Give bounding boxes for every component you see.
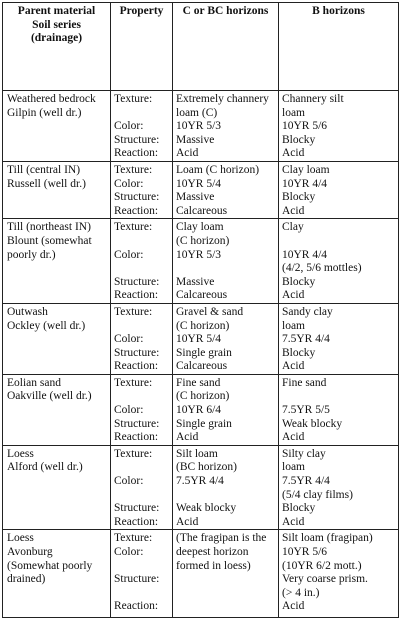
cell-line: Structure: <box>114 346 160 359</box>
cell-line: 10YR 5/3 <box>176 248 222 261</box>
cell-line <box>176 489 275 503</box>
cell-line <box>114 320 169 334</box>
cell-line: Reaction: <box>114 600 159 613</box>
cell-line: Clay loam <box>282 163 330 176</box>
series-cell <box>3 530 111 618</box>
table-row <box>3 374 399 445</box>
cell-line: Massive <box>176 275 215 288</box>
property-cell <box>111 161 173 218</box>
series-cell <box>3 303 111 374</box>
cell-line: Acid <box>176 515 199 528</box>
cell-line: Structure: <box>114 502 160 515</box>
cell-line: Texture: <box>114 376 153 389</box>
cell-line: 7.5YR 4/4 <box>176 475 224 488</box>
cell-line: Reaction: <box>114 289 159 302</box>
cell-line: Silty clay <box>282 447 326 460</box>
cell-line: 10YR 5/4 <box>176 333 222 346</box>
cell-line: Texture: <box>114 163 153 176</box>
table-row <box>3 303 399 374</box>
header-parent-material <box>3 3 111 91</box>
cell-line: Very coarse prism. <box>282 573 368 586</box>
cell-line: Reaction: <box>114 204 159 217</box>
cell-line: Loam (C horizon) <box>176 163 260 176</box>
cell-line: Blocky <box>282 133 316 146</box>
cell-line: Fine sand <box>176 376 221 389</box>
cell-line: Sandy clay <box>282 305 333 318</box>
cell-line: Structure: <box>114 191 160 204</box>
cell-line <box>114 107 169 121</box>
cell-line: (> 4 in.) <box>282 586 320 599</box>
cell-line: Blocky <box>282 502 316 515</box>
cell-line: (BC horizon) <box>176 461 238 474</box>
cell-line: 10YR 5/4 <box>176 177 222 190</box>
table-row <box>3 161 399 218</box>
cell-line: Texture: <box>114 221 153 234</box>
cell-line: 10YR 5/3 <box>176 120 222 133</box>
cell-line: Reaction: <box>114 515 159 528</box>
cell-line: Reaction: <box>114 431 159 444</box>
cell-line: 10YR 6/4 <box>176 404 222 417</box>
cell-line: Acid <box>282 289 305 302</box>
cell-line: Color: <box>114 475 144 488</box>
header-line: Soil series <box>32 18 81 31</box>
series-cell <box>3 161 111 218</box>
cell-line <box>176 262 275 276</box>
cell-line: Ockley (well dr.) <box>7 319 86 332</box>
table-row <box>3 530 399 618</box>
cell-line <box>114 390 169 404</box>
b-horizon-cell <box>279 374 399 445</box>
cell-line: Calcareous <box>176 360 228 373</box>
table-row <box>3 445 399 530</box>
cell-line: Fine sand <box>282 376 327 389</box>
c-horizon-cell <box>173 445 279 530</box>
cell-line: 10YR 5/6 <box>282 120 328 133</box>
b-horizon-cell <box>279 303 399 374</box>
cell-line: 10YR 4/4 <box>282 248 328 261</box>
cell-line: Clay <box>282 221 304 234</box>
cell-line: 7.5YR 4/4 <box>282 333 330 346</box>
cell-line: deepest horizon <box>176 546 249 558</box>
header-line: Parent material <box>17 5 96 17</box>
cell-line: Structure: <box>114 133 160 146</box>
cell-line: Blount (somewhat <box>7 234 92 247</box>
cell-line: Color: <box>114 404 144 417</box>
cell-line: Single grain <box>176 346 232 359</box>
cell-line: formed in loess) <box>176 559 251 572</box>
cell-line: Channery silt <box>282 93 344 105</box>
cell-line: Loess <box>7 447 34 460</box>
table-row <box>3 219 399 304</box>
cell-line: (5/4 clay films) <box>282 488 353 501</box>
cell-line: Calcareous <box>176 204 228 217</box>
property-cell <box>111 530 173 618</box>
c-horizon-cell <box>173 374 279 445</box>
cell-line <box>114 560 169 574</box>
cell-line: Outwash <box>7 305 48 318</box>
c-horizon-cell <box>173 219 279 304</box>
cell-line: (Somewhat poorly <box>7 559 93 572</box>
cell-line <box>114 461 169 475</box>
cell-line: Color: <box>114 248 144 261</box>
cell-line: Color: <box>114 177 144 190</box>
soil-series-table-page <box>2 2 398 613</box>
cell-line: Acid <box>282 600 305 613</box>
header-line: (drainage) <box>30 32 83 45</box>
cell-line: Weathered bedrock <box>7 93 96 105</box>
property-cell <box>111 91 173 162</box>
header-c-horizons <box>173 3 279 91</box>
cell-line: Till (northeast IN) <box>7 221 91 234</box>
c-horizon-cell <box>173 161 279 218</box>
property-cell <box>111 374 173 445</box>
b-horizon-cell <box>279 445 399 530</box>
cell-line <box>282 390 395 404</box>
header-b-horizons <box>279 3 399 91</box>
cell-line: Gilpin (well dr.) <box>7 106 82 119</box>
header-line: C or BC horizons <box>182 5 269 17</box>
cell-line: Texture: <box>114 305 153 318</box>
header-line: B horizons <box>312 5 365 17</box>
cell-line: Weak blocky <box>176 502 237 515</box>
cell-line: loam (C) <box>176 106 218 119</box>
cell-line: Structure: <box>114 275 160 288</box>
cell-line: Texture: <box>114 93 153 105</box>
cell-line: (C horizon) <box>176 390 230 403</box>
cell-line: Calcareous <box>176 289 228 302</box>
cell-line: Blocky <box>282 275 316 288</box>
cell-line: Structure: <box>114 417 160 430</box>
cell-line: Gravel & sand <box>176 305 244 318</box>
cell-line: loam <box>282 319 305 332</box>
cell-line: Reaction: <box>114 360 159 373</box>
cell-line: Acid <box>282 360 305 373</box>
cell-line: Massive <box>176 191 215 204</box>
cell-line: Acid <box>176 431 199 444</box>
header-property <box>111 3 173 91</box>
series-cell <box>3 219 111 304</box>
cell-line: Color: <box>114 333 144 346</box>
cell-line: Weak blocky <box>282 417 343 430</box>
cell-line: Massive <box>176 133 215 146</box>
cell-line: Avonburg <box>7 546 53 558</box>
property-cell <box>111 219 173 304</box>
cell-line: Till (central IN) <box>7 163 81 176</box>
property-cell <box>111 445 173 530</box>
cell-line: drained) <box>7 573 46 586</box>
cell-line: Eolian sand <box>7 376 61 389</box>
cell-line: Texture: <box>114 447 153 460</box>
cell-line <box>114 262 169 276</box>
c-horizon-cell <box>173 91 279 162</box>
cell-line: Acid <box>282 431 305 444</box>
cell-line: Clay loam <box>176 221 224 234</box>
cell-line: 10YR 5/6 <box>282 546 328 558</box>
table-row <box>3 91 399 162</box>
cell-line: (10YR 6/2 mott.) <box>282 559 362 572</box>
cell-line: 10YR 4/4 <box>282 177 328 190</box>
cell-line: loam <box>282 461 305 474</box>
series-cell <box>3 445 111 530</box>
cell-line: 7.5YR 4/4 <box>282 475 330 488</box>
cell-line: (4/2, 5/6 mottles) <box>282 262 362 275</box>
cell-line: Oakville (well dr.) <box>7 390 92 403</box>
cell-line: Color: <box>114 120 144 133</box>
cell-line <box>114 489 169 503</box>
cell-line: Alford (well dr.) <box>7 461 83 474</box>
c-horizon-cell <box>173 303 279 374</box>
series-cell <box>3 374 111 445</box>
series-cell <box>3 91 111 162</box>
cell-line: Color: <box>114 546 144 558</box>
cell-line: Single grain <box>176 417 232 430</box>
cell-line: Russell (well dr.) <box>7 177 86 190</box>
cell-line: poorly dr.) <box>7 248 56 261</box>
b-horizon-cell <box>279 91 399 162</box>
cell-line: Blocky <box>282 191 316 204</box>
cell-line: (C horizon) <box>176 319 230 332</box>
property-cell <box>111 303 173 374</box>
cell-line: 7.5YR 5/5 <box>282 404 330 417</box>
cell-line: Acid <box>176 147 199 160</box>
cell-line: (The fragipan is the <box>176 532 267 545</box>
cell-line: Silt loam <box>176 447 218 460</box>
cell-line: Structure: <box>114 573 160 586</box>
header-line: Property <box>119 5 164 17</box>
cell-line: Reaction: <box>114 147 159 160</box>
cell-line: Acid <box>282 204 305 217</box>
cell-line: Acid <box>282 147 305 160</box>
b-horizon-cell <box>279 161 399 218</box>
cell-line: Blocky <box>282 346 316 359</box>
c-horizon-cell <box>173 530 279 618</box>
b-horizon-cell <box>279 530 399 618</box>
cell-line <box>282 235 395 249</box>
cell-line: Texture: <box>114 532 153 545</box>
soil-series-table <box>2 2 399 618</box>
cell-line: Silt loam (fragipan) <box>282 532 373 545</box>
cell-line: Extremely channery <box>176 93 269 105</box>
cell-line: Acid <box>282 515 305 528</box>
header-row <box>3 3 399 91</box>
cell-line: loam <box>282 106 305 119</box>
cell-line: Loess <box>7 532 34 545</box>
cell-line: (C horizon) <box>176 234 230 247</box>
b-horizon-cell <box>279 219 399 304</box>
cell-line <box>114 235 169 249</box>
